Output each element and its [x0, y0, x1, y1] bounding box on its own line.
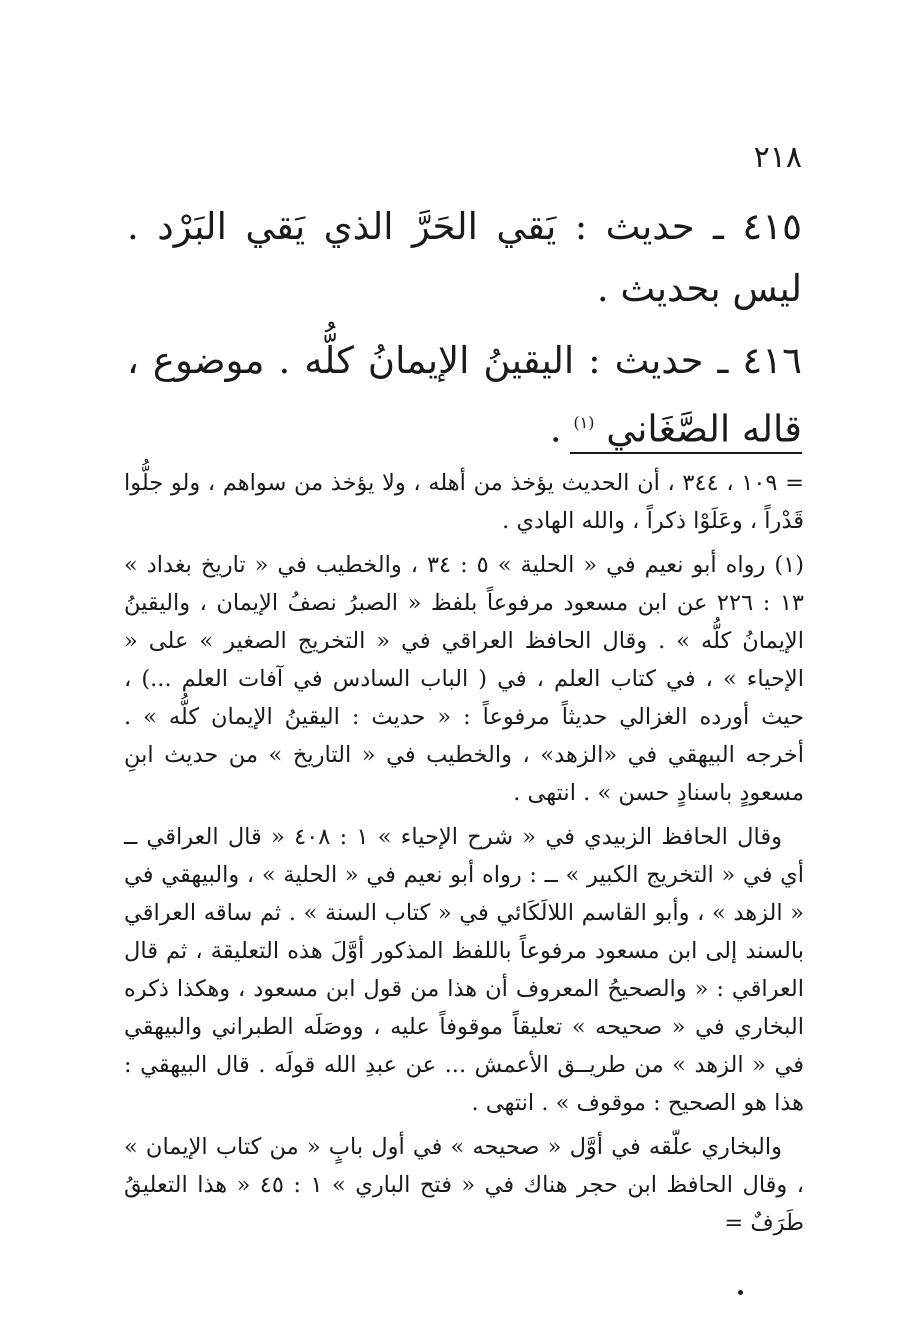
footnote-continuation: = ١٠٩ ، ٣٤٤ ، أن الحديث يؤخذ من أهله ، ولا يؤخذ من سواهم ، ولو جلُّوا قَدْراً ، وعَلَوْا ذكراً ، والله الهادي .: [124, 470, 804, 534]
footnote-1-paragraph-2: وقال الحافظ الزبيدي في « شرح الإحياء » ١ : ٤٠٨ « قال العراقي ــ أي في « التخريج الكبير » ــ : رواه أبو نعيم في « الحلية » ، والبيهقي في « الزهد » ، وأبو القاسم اللالَكَائي في « كتاب السنة » . ثم ساقه العراقي بالسند إلى ابن مسعود مرفوعاً باللفظ المذكور أوَّلَ هذه التعليقة ، ثم قال العراقي : « والصحيحُ المعروف أن هذا من قول ابن مسعود ، وهكذا ذكره البخاري في « صحيحه » تعليقاً موقوفاً عليه ، ووصَلَه الطبراني والبيهقي في « الزهد » من طريــق الأعمش ... عن عبدِ الله قولَه . قال البيهقي : هذا هو الصحيح : موقوف » . انتهى .: [124, 824, 804, 1116]
entry-416-text: ٤١٦ ـ حديث : اليقينُ الإيمانُ كلُّه . موضوع ، قاله الصَّغَاني: [127, 339, 802, 451]
ink-dot: [738, 1290, 743, 1295]
page-number: ٢١٨: [753, 140, 802, 175]
entry-415: ٤١٥ ـ حديث : يَقي الحَرَّ الذي يَقي البَرْد . ليس بحديث .: [127, 205, 802, 310]
entry-416: [127, 330, 802, 460]
footnote-1-paragraph-3: والبخاري علّقه في أوَّل « صحيحه » في أول بابٍ « من كتاب الإيمان » ، وقال الحافظ ابن حجر هناك في « فتح الباري » ١ : ٤٥ « هذا التعليقُ طَرَفٌ =: [124, 1134, 805, 1236]
footnote-marker: (١): [573, 413, 595, 432]
entry-416-period: .: [549, 407, 562, 451]
footnotes: [124, 464, 804, 1248]
main-text: [127, 196, 802, 470]
footnote-separator: [570, 452, 802, 454]
footnote-1: (١) رواه أبو نعيم في « الحلية » ٥ : ٣٤ ، والخطيب في « تاريخ بغداد » ١٣ : ٢٢٦ عن ابن مسعود مرفوعاً بلفظ « الصبرُ نصفُ الإيمان ، واليقينُ الإيمانُ كلُّه » . وقال الحافظ العراقي في « التخريج الصغير » على « الإحياء » ، في كتاب العلم ، في ( الباب السادس في آفات العلم ...) ، حيث أورده الغزالي حديثاً مرفوعاً : « حديث : اليقينُ الإيمان كلُّه » . أخرجه البيهقي في «الزهد» ، والخطيب في « التاريخ » من حديث ابنِ مسعودٍ باسنادٍ حسن » . انتهى .: [124, 552, 804, 806]
